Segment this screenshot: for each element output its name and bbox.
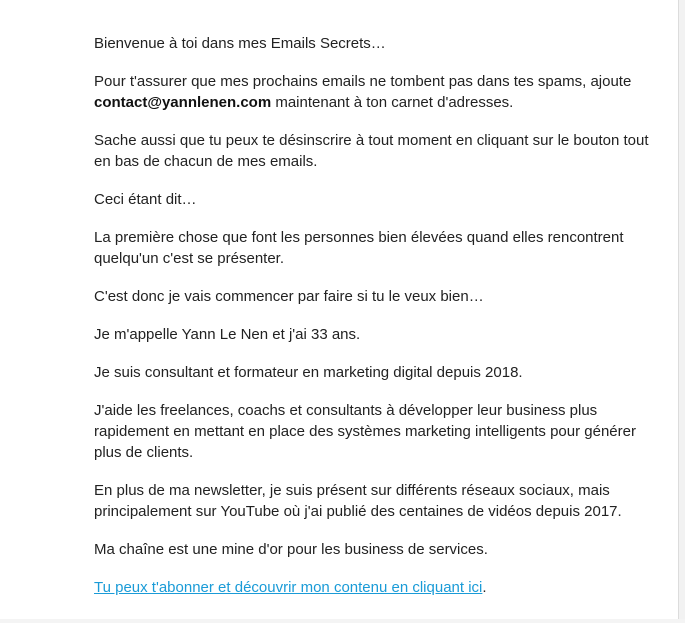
email-body (94, 33, 654, 615)
contact-email-address[interactable]: contact@yannlenen.com (94, 94, 272, 111)
subscribe-paragraph (94, 577, 654, 598)
transition-paragraph: Ceci étant dit… (94, 191, 197, 208)
profession-paragraph: Je suis consultant et formateur en marketing digital depuis 2018. (94, 364, 523, 381)
whitelist-text-start: Pour t'assurer que mes prochains emails ne tombent pas dans tes spams, ajoute (94, 73, 632, 90)
subscribe-link[interactable]: Tu peux t'abonner et découvrir mon contenu en cliquant ici (94, 579, 483, 596)
name-age-paragraph: Je m'appelle Yann Le Nen et j'ai 33 ans. (94, 326, 361, 343)
start-paragraph: C'est donc je vais commencer par faire si tu le veux bien… (94, 288, 484, 305)
greeting-paragraph: Bienvenue à toi dans mes Emails Secrets… (94, 35, 386, 52)
bottom-edge (0, 619, 685, 623)
introduction-paragraph: La première chose que font les personnes bien élevées quand elles rencontrent quelqu'un c'est se présenter. (94, 229, 624, 267)
channel-paragraph: Ma chaîne est une mine d'or pour les business de services. (94, 541, 488, 558)
scrollbar-track[interactable] (678, 0, 685, 623)
social-networks-paragraph: En plus de ma newsletter, je suis présent sur différents réseaux sociaux, mais principalement sur YouTube où j'ai publié des centaines de vidéos depuis 2017. (94, 482, 622, 520)
unsubscribe-paragraph: Sache aussi que tu peux te désinscrire à tout moment en cliquant sur le bouton tout en bas de chacun de mes emails. (94, 132, 649, 170)
mission-paragraph: J'aide les freelances, coachs et consultants à développer leur business plus rapidement en mettant en place des systèmes marketing intelligents pour générer plus de clients. (94, 402, 636, 461)
whitelist-text-end: maintenant à ton carnet d'adresses. (271, 94, 514, 111)
subscribe-period: . (482, 579, 487, 596)
whitelist-paragraph (94, 71, 654, 113)
